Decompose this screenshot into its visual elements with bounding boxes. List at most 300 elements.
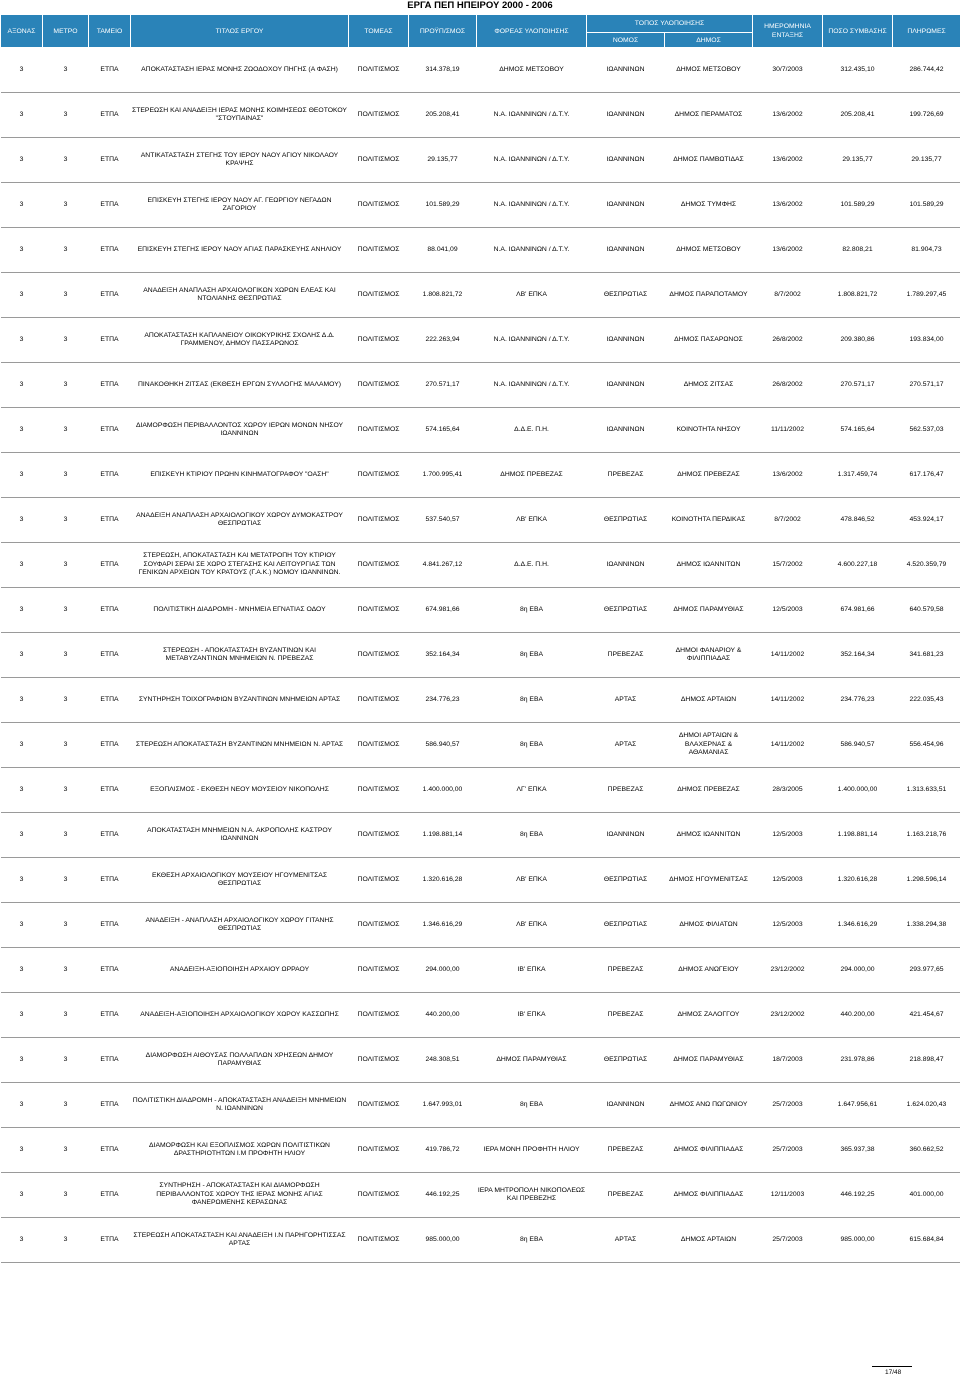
cell-date: 13/6/2002 <box>753 453 823 498</box>
cell-date: 14/11/2002 <box>753 723 823 768</box>
cell-metro: 3 <box>43 813 89 858</box>
table-row <box>1 138 960 183</box>
cell-payments: 81.904,73 <box>893 228 960 273</box>
cell-title: ΑΝΑΔΕΙΞΗ ΑΝΑΠΛΑΣΗ ΑΡΧΑΙΟΛΟΓΙΚΩΝ ΧΩΡΩΝ ΕΛΕΑΣ ΚΑΙ ΝΤΟΛΙΑΝΗΣ ΘΕΣΠΡΩΤΙΑΣ <box>131 273 349 318</box>
table-row <box>1 858 960 903</box>
cell-axonas: 3 <box>1 813 43 858</box>
cell-contract: 270.571,17 <box>823 363 893 408</box>
cell-nomos: ΘΕΣΠΡΩΤΙΑΣ <box>587 1038 665 1083</box>
cell-payments: 421.454,67 <box>893 993 960 1038</box>
cell-nomos: ΘΕΣΠΡΩΤΙΑΣ <box>587 858 665 903</box>
cell-tomeas: ΠΟΛΙΤΙΣΜΟΣ <box>349 1083 409 1128</box>
cell-tameio: ΕΤΠΑ <box>89 138 131 183</box>
table-row <box>1 948 960 993</box>
cell-dimos: ΔΗΜΟΣ ΦΙΛΙΠΠΙΑΔΑΣ <box>665 1128 753 1173</box>
cell-payments: 29.135,77 <box>893 138 960 183</box>
cell-tameio: ΕΤΠΑ <box>89 813 131 858</box>
cell-budget: 222.263,94 <box>409 318 477 363</box>
page-title: ΕΡΓΑ ΠΕΠ ΗΠΕΙΡΟΥ 2000 - 2006 <box>407 0 553 11</box>
cell-tomeas: ΠΟΛΙΤΙΣΜΟΣ <box>349 903 409 948</box>
cell-budget: 440.200,00 <box>409 993 477 1038</box>
cell-tomeas: ΠΟΛΙΤΙΣΜΟΣ <box>349 1173 409 1218</box>
cell-contract: 205.208,41 <box>823 93 893 138</box>
cell-tameio: ΕΤΠΑ <box>89 1083 131 1128</box>
cell-dimos: ΔΗΜΟΣ ΠΑΣΑΡΩΝΟΣ <box>665 318 753 363</box>
table-row <box>1 543 960 588</box>
cell-title: ΑΠΟΚΑΤΑΣΤΑΣΗ ΙΕΡΑΣ ΜΟΝΗΣ ΖΩΟΔΟΧΟΥ ΠΗΓΗΣ (Α ΦΑΣΗ) <box>131 48 349 93</box>
cell-contract: 446.192,25 <box>823 1173 893 1218</box>
cell-dimos: ΔΗΜΟΣ ΙΩΑΝΝΙΤΩΝ <box>665 813 753 858</box>
cell-budget: 674.981,66 <box>409 588 477 633</box>
cell-payments: 270.571,17 <box>893 363 960 408</box>
cell-date: 14/11/2002 <box>753 633 823 678</box>
cell-title: ΠΙΝΑΚΟΘΗΚΗ ΖΙΤΣΑΣ (ΕΚΘΕΣΗ ΕΡΓΩΝ ΣΥΛΛΟΓΗΣ ΜΑΛΑΜΟΥ) <box>131 363 349 408</box>
col-header-budget: ΠΡΟΫΠ/ΣΜΟΣ <box>409 15 477 48</box>
cell-tomeas: ΠΟΛΙΤΙΣΜΟΣ <box>349 273 409 318</box>
cell-axonas: 3 <box>1 543 43 588</box>
cell-title: ΕΠΙΣΚΕΥΗ ΚΤΙΡΙΟΥ ΠΡΩΗΝ ΚΙΝΗΜΑΤΟΓΡΑΦΟΥ "ΟΑΣΗ" <box>131 453 349 498</box>
cell-date: 15/7/2002 <box>753 543 823 588</box>
cell-tomeas: ΠΟΛΙΤΙΣΜΟΣ <box>349 138 409 183</box>
cell-tameio: ΕΤΠΑ <box>89 318 131 363</box>
cell-nomos: ΠΡΕΒΕΖΑΣ <box>587 1128 665 1173</box>
cell-axonas: 3 <box>1 1083 43 1128</box>
cell-title: ΣΤΕΡΕΩΣΗ - ΑΠΟΚΑΤΑΣΤΑΣΗ ΒΥΖΑΝΤΙΝΩΝ ΚΑΙ ΜΕΤΑΒΥΖΑΝΤΙΝΩΝ ΜΝΗΜΕΙΩΝ Ν. ΠΡΕΒΕΖΑΣ <box>131 633 349 678</box>
table-row <box>1 678 960 723</box>
cell-metro: 3 <box>43 228 89 273</box>
cell-tameio: ΕΤΠΑ <box>89 903 131 948</box>
cell-foreas: ΛΓ' ΕΠΚΑ <box>477 768 587 813</box>
cell-tomeas: ΠΟΛΙΤΙΣΜΟΣ <box>349 948 409 993</box>
table-row <box>1 93 960 138</box>
cell-tameio: ΕΤΠΑ <box>89 723 131 768</box>
cell-tomeas: ΠΟΛΙΤΙΣΜΟΣ <box>349 93 409 138</box>
cell-payments: 293.977,65 <box>893 948 960 993</box>
cell-nomos: ΙΩΑΝΝΙΝΩΝ <box>587 363 665 408</box>
cell-metro: 3 <box>43 723 89 768</box>
cell-date: 30/7/2003 <box>753 48 823 93</box>
cell-nomos: ΑΡΤΑΣ <box>587 678 665 723</box>
cell-payments: 101.589,29 <box>893 183 960 228</box>
cell-tameio: ΕΤΠΑ <box>89 1173 131 1218</box>
cell-payments: 218.898,47 <box>893 1038 960 1083</box>
cell-nomos: ΙΩΑΝΝΙΝΩΝ <box>587 48 665 93</box>
cell-metro: 3 <box>43 453 89 498</box>
cell-contract: 1.647.956,61 <box>823 1083 893 1128</box>
cell-axonas: 3 <box>1 993 43 1038</box>
cell-tomeas: ΠΟΛΙΤΙΣΜΟΣ <box>349 363 409 408</box>
cell-tomeas: ΠΟΛΙΤΙΣΜΟΣ <box>349 318 409 363</box>
cell-metro: 3 <box>43 138 89 183</box>
cell-metro: 3 <box>43 1173 89 1218</box>
cell-title: ΠΟΛΙΤΙΣΤΙΚΗ ΔΙΑΔΡΟΜΗ - ΜΝΗΜΕΙΑ ΕΓΝΑΤΙΑΣ ΟΔΟΥ <box>131 588 349 633</box>
cell-budget: 88.041,09 <box>409 228 477 273</box>
cell-budget: 1.808.821,72 <box>409 273 477 318</box>
cell-payments: 556.454,96 <box>893 723 960 768</box>
cell-budget: 29.135,77 <box>409 138 477 183</box>
cell-contract: 586.940,57 <box>823 723 893 768</box>
table-row <box>1 903 960 948</box>
cell-foreas: 8η ΕΒΑ <box>477 588 587 633</box>
cell-dimos: ΔΗΜΟΣ ΜΕΤΣΟΒΟΥ <box>665 228 753 273</box>
cell-nomos: ΠΡΕΒΕΖΑΣ <box>587 1173 665 1218</box>
cell-tomeas: ΠΟΛΙΤΙΣΜΟΣ <box>349 228 409 273</box>
cell-axonas: 3 <box>1 48 43 93</box>
cell-tomeas: ΠΟΛΙΤΙΣΜΟΣ <box>349 858 409 903</box>
cell-metro: 3 <box>43 678 89 723</box>
cell-title: ΑΝΑΔΕΙΞΗ - ΑΝΑΠΛΑΣΗ ΑΡΧΑΙΟΛΟΓΙΚΟΥ ΧΩΡΟΥ ΓΙΤΑΝΗΣ ΘΕΣΠΡΩΤΙΑΣ <box>131 903 349 948</box>
cell-foreas: 8η ΕΒΑ <box>477 633 587 678</box>
cell-foreas: ΛΒ' ΕΠΚΑ <box>477 903 587 948</box>
cell-budget: 205.208,41 <box>409 93 477 138</box>
cell-tomeas: ΠΟΛΙΤΙΣΜΟΣ <box>349 1128 409 1173</box>
cell-axonas: 3 <box>1 1128 43 1173</box>
cell-contract: 985.000,00 <box>823 1218 893 1263</box>
cell-payments: 360.662,52 <box>893 1128 960 1173</box>
cell-title: ΣΤΕΡΕΩΣΗ, ΑΠΟΚΑΤΑΣΤΑΣΗ ΚΑΙ ΜΕΤΑΤΡΟΠΗ ΤΟΥ ΚΤΙΡΙΟΥ ΣΟΥΦΑΡΙ ΣΕΡΑΙ ΣΕ ΧΩΡΟ ΣΤΕΓΑΣΗΣ ΚΑΙ ΛΕΙΤΟΥΡΓΙΑΣ ΤΩΝ ΓΕΝΙΚΩΝ ΑΡΧΕΙΩΝ ΤΟΥ ΚΡΑΤΟΥΣ (Γ.Α.Κ.) ΝΟΜΟΥ ΙΩΑΝΝΙΝΩΝ. <box>131 543 349 588</box>
cell-axonas: 3 <box>1 453 43 498</box>
cell-axonas: 3 <box>1 948 43 993</box>
cell-dimos: ΔΗΜΟΣ ΠΡΕΒΕΖΑΣ <box>665 453 753 498</box>
cell-payments: 286.744,42 <box>893 48 960 93</box>
cell-title: ΑΝΤΙΚΑΤΑΣΤΑΣΗ ΣΤΕΓΗΣ ΤΟΥ ΙΕΡΟΥ ΝΑΟΥ ΑΓΙΟΥ ΝΙΚΟΛΑΟΥ ΚΡΑΨΗΣ <box>131 138 349 183</box>
cell-metro: 3 <box>43 363 89 408</box>
cell-axonas: 3 <box>1 633 43 678</box>
cell-title: ΔΙΑΜΟΡΦΩΣΗ ΑΙΘΟΥΣΑΣ ΠΟΛΛΑΠΛΩΝ ΧΡΗΣΕΩΝ ΔΗΜΟΥ ΠΑΡΑΜΥΘΙΑΣ <box>131 1038 349 1083</box>
cell-axonas: 3 <box>1 498 43 543</box>
cell-title: ΠΟΛΙΤΙΣΤΙΚΗ ΔΙΑΔΡΟΜΗ - ΑΠΟΚΑΤΑΣΤΑΣΗ ΑΝΑΔΕΙΞΗ ΜΝΗΜΕΙΩΝ Ν. ΙΩΑΝΝΙΝΩΝ <box>131 1083 349 1128</box>
cell-axonas: 3 <box>1 183 43 228</box>
table-row <box>1 318 960 363</box>
cell-title: ΔΙΑΜΟΡΦΩΣΗ ΚΑΙ ΕΞΟΠΛΙΣΜΟΣ ΧΩΡΩΝ ΠΟΛΙΤΙΣΤΙΚΩΝ ΔΡΑΣΤΗΡΙΟΤΗΤΩΝ Ι.Μ ΠΡΟΦΗΤΗ ΗΛΙΟΥ <box>131 1128 349 1173</box>
cell-axonas: 3 <box>1 228 43 273</box>
cell-tameio: ΕΤΠΑ <box>89 543 131 588</box>
cell-date: 14/11/2002 <box>753 678 823 723</box>
cell-metro: 3 <box>43 633 89 678</box>
cell-foreas: 8η ΕΒΑ <box>477 813 587 858</box>
cell-contract: 209.380,86 <box>823 318 893 363</box>
cell-payments: 640.579,58 <box>893 588 960 633</box>
cell-metro: 3 <box>43 1128 89 1173</box>
cell-tameio: ΕΤΠΑ <box>89 858 131 903</box>
cell-nomos: ΑΡΤΑΣ <box>587 1218 665 1263</box>
cell-nomos: ΠΡΕΒΕΖΑΣ <box>587 768 665 813</box>
col-header-title: ΤΙΤΛΟΣ ΕΡΓΟΥ <box>131 15 349 48</box>
cell-date: 12/5/2003 <box>753 858 823 903</box>
col-header-tameio: ΤΑΜΕΙΟ <box>89 15 131 48</box>
cell-tameio: ΕΤΠΑ <box>89 993 131 1038</box>
cell-tameio: ΕΤΠΑ <box>89 1038 131 1083</box>
cell-payments: 1.298.596,14 <box>893 858 960 903</box>
cell-date: 26/8/2002 <box>753 318 823 363</box>
cell-metro: 3 <box>43 768 89 813</box>
cell-tomeas: ΠΟΛΙΤΙΣΜΟΣ <box>349 993 409 1038</box>
cell-nomos: ΑΡΤΑΣ <box>587 723 665 768</box>
cell-axonas: 3 <box>1 588 43 633</box>
cell-budget: 574.165,64 <box>409 408 477 453</box>
cell-foreas: 8η ΕΒΑ <box>477 1218 587 1263</box>
cell-dimos: ΔΗΜΟΣ ΑΝΩΓΕΙΟΥ <box>665 948 753 993</box>
cell-dimos: ΚΟΙΝΟΤΗΤΑ ΠΕΡΔΙΚΑΣ <box>665 498 753 543</box>
cell-nomos: ΠΡΕΒΕΖΑΣ <box>587 993 665 1038</box>
cell-foreas: ΛΒ' ΕΠΚΑ <box>477 273 587 318</box>
cell-nomos: ΠΡΕΒΕΖΑΣ <box>587 633 665 678</box>
cell-date: 25/7/2003 <box>753 1083 823 1128</box>
cell-budget: 1.647.993,01 <box>409 1083 477 1128</box>
cell-title: ΑΠΟΚΑΤΑΣΤΑΣΗ ΜΝΗΜΕΙΩΝ Ν.Α. ΑΚΡΟΠΟΛΗΣ ΚΑΣΤΡΟΥ ΙΩΑΝΝΙΝΩΝ <box>131 813 349 858</box>
cell-budget: 1.400.000,00 <box>409 768 477 813</box>
col-header-axonas: ΑΞΟΝΑΣ <box>1 15 43 48</box>
table-row <box>1 813 960 858</box>
cell-tomeas: ΠΟΛΙΤΙΣΜΟΣ <box>349 633 409 678</box>
cell-foreas: ΛΒ' ΕΠΚΑ <box>477 498 587 543</box>
cell-contract: 29.135,77 <box>823 138 893 183</box>
col-header-dimos: ΔΗΜΟΣ <box>665 33 753 48</box>
cell-foreas: 8η ΕΒΑ <box>477 678 587 723</box>
cell-axonas: 3 <box>1 1038 43 1083</box>
cell-title: ΔΙΑΜΟΡΦΩΣΗ ΠΕΡΙΒΑΛΛΟΝΤΟΣ ΧΩΡΟΥ ΙΕΡΩΝ ΜΟΝΩΝ ΝΗΣΟΥ ΙΩΑΝΝΙΝΩΝ <box>131 408 349 453</box>
cell-payments: 615.684,84 <box>893 1218 960 1263</box>
cell-title: ΣΤΕΡΕΩΣΗ ΑΠΟΚΑΤΑΣΤΑΣΗ ΚΑΙ ΑΝΑΔΕΙΞΗ Ι.Ν ΠΑΡΗΓΟΡΗΤΙΣΣΑΣ ΑΡΤΑΣ <box>131 1218 349 1263</box>
col-header-foreas: ΦΟΡΕΑΣ ΥΛΟΠΟΙΗΣΗΣ <box>477 15 587 48</box>
cell-payments: 199.726,69 <box>893 93 960 138</box>
cell-tameio: ΕΤΠΑ <box>89 588 131 633</box>
cell-axonas: 3 <box>1 903 43 948</box>
cell-contract: 1.317.459,74 <box>823 453 893 498</box>
cell-dimos: ΔΗΜΟΣ ΑΡΤΑΙΩΝ <box>665 1218 753 1263</box>
cell-contract: 440.200,00 <box>823 993 893 1038</box>
cell-date: 12/5/2003 <box>753 813 823 858</box>
cell-contract: 82.808,21 <box>823 228 893 273</box>
cell-contract: 574.165,64 <box>823 408 893 453</box>
cell-metro: 3 <box>43 903 89 948</box>
cell-foreas: Ν.Α. ΙΩΑΝΝΙΝΩΝ / Δ.Τ.Υ. <box>477 228 587 273</box>
cell-nomos: ΙΩΑΝΝΙΝΩΝ <box>587 228 665 273</box>
cell-tameio: ΕΤΠΑ <box>89 93 131 138</box>
cell-foreas: ΔΗΜΟΣ ΠΡΕΒΕΖΑΣ <box>477 453 587 498</box>
cell-foreas: Ν.Α. ΙΩΑΝΝΙΝΩΝ / Δ.Τ.Υ. <box>477 93 587 138</box>
cell-foreas: ΙΕΡΑ ΜΟΝΗ ΠΡΟΦΗΤΗ ΗΛΙΟΥ <box>477 1128 587 1173</box>
cell-foreas: ΙΕΡΑ ΜΗΤΡΟΠΟΛΗ ΝΙΚΟΠΟΛΕΩΣ ΚΑΙ ΠΡΕΒΕΖΗΣ <box>477 1173 587 1218</box>
cell-foreas: ΔΗΜΟΣ ΜΕΤΣΟΒΟΥ <box>477 48 587 93</box>
cell-tomeas: ΠΟΛΙΤΙΣΜΟΣ <box>349 813 409 858</box>
cell-contract: 674.981,66 <box>823 588 893 633</box>
cell-tomeas: ΠΟΛΙΤΙΣΜΟΣ <box>349 408 409 453</box>
cell-nomos: ΙΩΑΝΝΙΝΩΝ <box>587 813 665 858</box>
cell-tameio: ΕΤΠΑ <box>89 633 131 678</box>
col-header-metro: ΜΕΤΡΟ <box>43 15 89 48</box>
cell-metro: 3 <box>43 408 89 453</box>
cell-tameio: ΕΤΠΑ <box>89 1218 131 1263</box>
cell-tameio: ΕΤΠΑ <box>89 948 131 993</box>
cell-date: 28/3/2005 <box>753 768 823 813</box>
cell-date: 11/11/2002 <box>753 408 823 453</box>
cell-date: 25/7/2003 <box>753 1128 823 1173</box>
cell-tomeas: ΠΟΛΙΤΙΣΜΟΣ <box>349 48 409 93</box>
cell-tomeas: ΠΟΛΙΤΙΣΜΟΣ <box>349 1218 409 1263</box>
col-header-tomeas: ΤΟΜΕΑΣ <box>349 15 409 48</box>
table-row <box>1 273 960 318</box>
table-row <box>1 993 960 1038</box>
cell-axonas: 3 <box>1 363 43 408</box>
cell-metro: 3 <box>43 318 89 363</box>
cell-title: ΣΥΝΤΗΡΗΣΗ - ΑΠΟΚΑΤΑΣΤΑΣΗ ΚΑΙ ΔΙΑΜΟΡΦΩΣΗ ΠΕΡΙΒΑΛΛΟΝΤΟΣ ΧΩΡΟΥ ΤΗΣ ΙΕΡΑΣ ΜΟΝΗΣ ΑΓΙΑΣ ΦΑΝΕΡΩΜΕΝΗΣ ΚΕΡΑΣΩΝΑΣ <box>131 1173 349 1218</box>
cell-dimos: ΔΗΜΟΣ ΙΩΑΝΝΙΤΩΝ <box>665 543 753 588</box>
cell-axonas: 3 <box>1 318 43 363</box>
cell-axonas: 3 <box>1 858 43 903</box>
cell-tomeas: ΠΟΛΙΤΙΣΜΟΣ <box>349 183 409 228</box>
cell-dimos: ΔΗΜΟΙ ΦΑΝΑΡΙΟΥ & ΦΙΛΙΠΠΙΑΔΑΣ <box>665 633 753 678</box>
cell-budget: 537.540,57 <box>409 498 477 543</box>
cell-contract: 101.589,29 <box>823 183 893 228</box>
cell-payments: 1.163.218,76 <box>893 813 960 858</box>
cell-axonas: 3 <box>1 138 43 183</box>
cell-foreas: ΔΗΜΟΣ ΠΑΡΑΜΥΘΙΑΣ <box>477 1038 587 1083</box>
cell-payments: 453.924,17 <box>893 498 960 543</box>
cell-contract: 234.776,23 <box>823 678 893 723</box>
cell-dimos: ΔΗΜΟΣ ΠΕΡΑΜΑΤΟΣ <box>665 93 753 138</box>
cell-axonas: 3 <box>1 273 43 318</box>
cell-date: 13/6/2002 <box>753 228 823 273</box>
cell-payments: 562.537,03 <box>893 408 960 453</box>
cell-tameio: ΕΤΠΑ <box>89 408 131 453</box>
cell-dimos: ΔΗΜΟΙ ΑΡΤΑΙΩΝ & ΒΛΑΧΕΡΝΑΣ & ΑΘΑΜΑΝΙΑΣ <box>665 723 753 768</box>
cell-tameio: ΕΤΠΑ <box>89 498 131 543</box>
cell-budget: 248.308,51 <box>409 1038 477 1083</box>
cell-nomos: ΙΩΑΝΝΙΝΩΝ <box>587 543 665 588</box>
table-row <box>1 453 960 498</box>
cell-dimos: ΔΗΜΟΣ ΤΥΜΦΗΣ <box>665 183 753 228</box>
cell-contract: 294.000,00 <box>823 948 893 993</box>
cell-payments: 1.624.020,43 <box>893 1083 960 1128</box>
cell-metro: 3 <box>43 543 89 588</box>
cell-contract: 1.808.821,72 <box>823 273 893 318</box>
cell-contract: 1.346.616,29 <box>823 903 893 948</box>
cell-budget: 4.841.267,12 <box>409 543 477 588</box>
cell-axonas: 3 <box>1 93 43 138</box>
cell-budget: 419.786,72 <box>409 1128 477 1173</box>
cell-axonas: 3 <box>1 1218 43 1263</box>
table-row <box>1 48 960 93</box>
cell-payments: 617.176,47 <box>893 453 960 498</box>
cell-dimos: ΔΗΜΟΣ ΠΡΕΒΕΖΑΣ <box>665 768 753 813</box>
cell-nomos: ΙΩΑΝΝΙΝΩΝ <box>587 93 665 138</box>
cell-date: 12/5/2003 <box>753 588 823 633</box>
cell-nomos: ΘΕΣΠΡΩΤΙΑΣ <box>587 498 665 543</box>
cell-tameio: ΕΤΠΑ <box>89 273 131 318</box>
cell-contract: 1.320.616,28 <box>823 858 893 903</box>
cell-foreas: Ν.Α. ΙΩΑΝΝΙΝΩΝ / Δ.Τ.Υ. <box>477 183 587 228</box>
col-header-payments: ΠΛΗΡΩΜΕΣ <box>893 15 960 48</box>
cell-tameio: ΕΤΠΑ <box>89 1128 131 1173</box>
cell-foreas: Δ.Δ.Ε. Π.Η. <box>477 408 587 453</box>
cell-tameio: ΕΤΠΑ <box>89 183 131 228</box>
page-number-rule <box>872 1366 912 1367</box>
table-row <box>1 228 960 273</box>
table-row <box>1 768 960 813</box>
table-body <box>1 48 960 1263</box>
cell-metro: 3 <box>43 858 89 903</box>
cell-contract: 4.600.227,18 <box>823 543 893 588</box>
cell-axonas: 3 <box>1 408 43 453</box>
cell-tomeas: ΠΟΛΙΤΙΣΜΟΣ <box>349 498 409 543</box>
cell-tomeas: ΠΟΛΙΤΙΣΜΟΣ <box>349 543 409 588</box>
table-row <box>1 1128 960 1173</box>
cell-payments: 401.000,00 <box>893 1173 960 1218</box>
cell-payments: 1.338.294,38 <box>893 903 960 948</box>
table-row <box>1 1218 960 1263</box>
cell-metro: 3 <box>43 48 89 93</box>
cell-tameio: ΕΤΠΑ <box>89 678 131 723</box>
cell-foreas: Ν.Α. ΙΩΑΝΝΙΝΩΝ / Δ.Τ.Υ. <box>477 138 587 183</box>
cell-foreas: Ν.Α. ΙΩΑΝΝΙΝΩΝ / Δ.Τ.Υ. <box>477 318 587 363</box>
cell-budget: 270.571,17 <box>409 363 477 408</box>
cell-tomeas: ΠΟΛΙΤΙΣΜΟΣ <box>349 453 409 498</box>
cell-date: 26/8/2002 <box>753 363 823 408</box>
cell-tomeas: ΠΟΛΙΤΙΣΜΟΣ <box>349 588 409 633</box>
cell-tameio: ΕΤΠΑ <box>89 228 131 273</box>
cell-title: ΕΞΟΠΛΙΣΜΟΣ - ΕΚΘΕΣΗ ΝΕΟΥ ΜΟΥΣΕΙΟΥ ΝΙΚΟΠΟΛΗΣ <box>131 768 349 813</box>
table-row <box>1 588 960 633</box>
cell-metro: 3 <box>43 1083 89 1128</box>
cell-axonas: 3 <box>1 1173 43 1218</box>
cell-date: 13/6/2002 <box>753 93 823 138</box>
cell-dimos: ΔΗΜΟΣ ΠΑΡΑΠΟΤΑΜΟΥ <box>665 273 753 318</box>
cell-title: ΣΤΕΡΕΩΣΗ ΚΑΙ ΑΝΑΔΕΙΞΗ ΙΕΡΑΣ ΜΟΝΗΣ ΚΟΙΜΗΣΕΩΣ ΘΕΟΤΟΚΟΥ "ΣΤΟΥΠΑΙΝΑΣ" <box>131 93 349 138</box>
cell-title: ΑΝΑΔΕΙΞΗ-ΑΞΙΟΠΟΙΗΣΗ ΑΡΧΑΙΟΥ ΩΡΡΑΟΥ <box>131 948 349 993</box>
cell-dimos: ΔΗΜΟΣ ΖΙΤΣΑΣ <box>665 363 753 408</box>
col-header-nomos: ΝΟΜΟΣ <box>587 33 665 48</box>
cell-nomos: ΠΡΕΒΕΖΑΣ <box>587 453 665 498</box>
cell-tameio: ΕΤΠΑ <box>89 48 131 93</box>
cell-contract: 312.435,10 <box>823 48 893 93</box>
cell-budget: 352.164,34 <box>409 633 477 678</box>
cell-tameio: ΕΤΠΑ <box>89 768 131 813</box>
cell-dimos: ΚΟΙΝΟΤΗΤΑ ΝΗΣΟΥ <box>665 408 753 453</box>
cell-date: 13/6/2002 <box>753 138 823 183</box>
page-number: 17/48 <box>885 1369 902 1376</box>
cell-metro: 3 <box>43 588 89 633</box>
table-row <box>1 183 960 228</box>
cell-dimos: ΔΗΜΟΣ ΦΙΛΙΠΠΙΑΔΑΣ <box>665 1173 753 1218</box>
cell-payments: 1.313.633,51 <box>893 768 960 813</box>
cell-budget: 446.192,25 <box>409 1173 477 1218</box>
table-row <box>1 363 960 408</box>
cell-payments: 222.035,43 <box>893 678 960 723</box>
cell-dimos: ΔΗΜΟΣ ΗΓΟΥΜΕΝΙΤΣΑΣ <box>665 858 753 903</box>
cell-title: ΑΝΑΔΕΙΞΗ-ΑΞΙΟΠΟΙΗΣΗ ΑΡΧΑΙΟΛΟΓΙΚΟΥ ΧΩΡΟΥ ΚΑΣΣΩΠΗΣ <box>131 993 349 1038</box>
cell-foreas: 8η ΕΒΑ <box>477 1083 587 1128</box>
cell-date: 12/11/2003 <box>753 1173 823 1218</box>
cell-budget: 234.776,23 <box>409 678 477 723</box>
cell-dimos: ΔΗΜΟΣ ΦΙΛΙΑΤΩΝ <box>665 903 753 948</box>
cell-tameio: ΕΤΠΑ <box>89 363 131 408</box>
cell-dimos: ΔΗΜΟΣ ΑΝΩ ΠΩΓΩΝΙΟΥ <box>665 1083 753 1128</box>
cell-nomos: ΙΩΑΝΝΙΝΩΝ <box>587 408 665 453</box>
cell-date: 23/12/2002 <box>753 993 823 1038</box>
cell-contract: 1.400.000,00 <box>823 768 893 813</box>
col-header-contract: ΠΟΣΟ ΣΥΜΒΑΣΗΣ <box>823 15 893 48</box>
table-row <box>1 408 960 453</box>
cell-date: 12/5/2003 <box>753 903 823 948</box>
cell-budget: 101.589,29 <box>409 183 477 228</box>
cell-dimos: ΔΗΜΟΣ ΖΑΛΟΓΓΟΥ <box>665 993 753 1038</box>
cell-payments: 193.834,00 <box>893 318 960 363</box>
cell-title: ΑΠΟΚΑΤΑΣΤΑΣΗ ΚΑΠΛΑΝΕΙΟΥ ΟΙΚΟΚΥΡΙΚΗΣ ΣΧΟΛΗΣ Δ.Δ. ΓΡΑΜΜΕΝΟΥ, ΔΗΜΟΥ ΠΑΣΣΑΡΩΝΟΣ <box>131 318 349 363</box>
cell-dimos: ΔΗΜΟΣ ΠΑΡΑΜΥΘΙΑΣ <box>665 588 753 633</box>
cell-date: 18/7/2003 <box>753 1038 823 1083</box>
cell-contract: 365.937,38 <box>823 1128 893 1173</box>
